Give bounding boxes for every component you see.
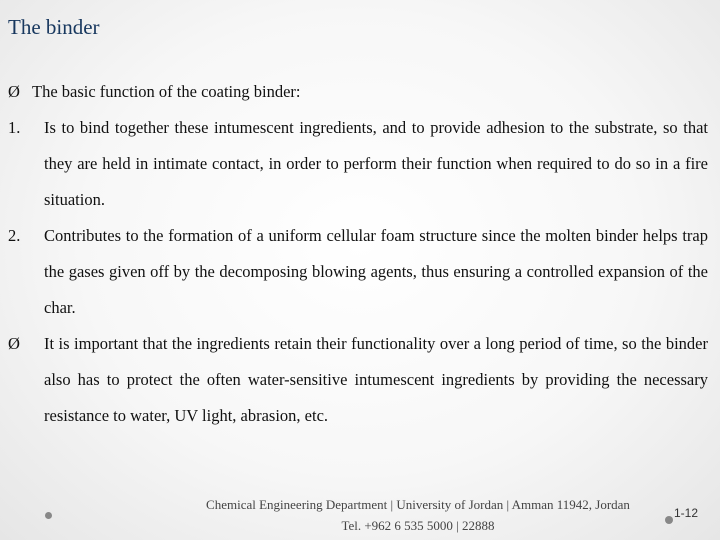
note-text: It is important that the ingredients retain their functionality over a long period of time, so the binder also has to protect the often water-sensitive intumescent ingredients by providing the necessary resistance to water, UV light, abrasion, etc. (44, 334, 708, 425)
note-bullet (8, 326, 708, 434)
list-item-2 (8, 218, 708, 326)
list-item-1 (8, 110, 708, 218)
footer-line-1: Chemical Engineering Department | University of Jordan | Amman 11942, Jordan (206, 497, 630, 512)
slide-footer (0, 492, 720, 540)
page-number: 1-12 (674, 506, 699, 520)
arrow-bullet-icon: Ø (8, 334, 20, 353)
slide-content (8, 74, 708, 434)
list-item-text: Contributes to the formation of a uniform cellular foam structure since the molten binder helps trap the gases given off by the decomposing blowing agents, thus ensuring a controlled expansion of the char. (44, 226, 708, 317)
footer-text (186, 494, 650, 536)
footer-dot-icon (45, 512, 52, 519)
list-number: 2. (8, 226, 21, 245)
footer-line-2: Tel. +962 6 535 5000 | 22888 (341, 518, 495, 533)
list-item-text: Is to bind together these intumescent ingredients, and to provide adhesion to the substrate, so that they are held in intimate contact, in order to perform their function when required to do so in a fire situation. (44, 118, 708, 209)
intro-text: The basic function of the coating binder: (32, 82, 301, 101)
page-dot-icon (665, 516, 673, 524)
list-number: 1. (8, 118, 21, 137)
intro-bullet (8, 74, 708, 110)
arrow-bullet-icon: Ø (8, 82, 20, 101)
slide-title: The binder (8, 15, 100, 39)
